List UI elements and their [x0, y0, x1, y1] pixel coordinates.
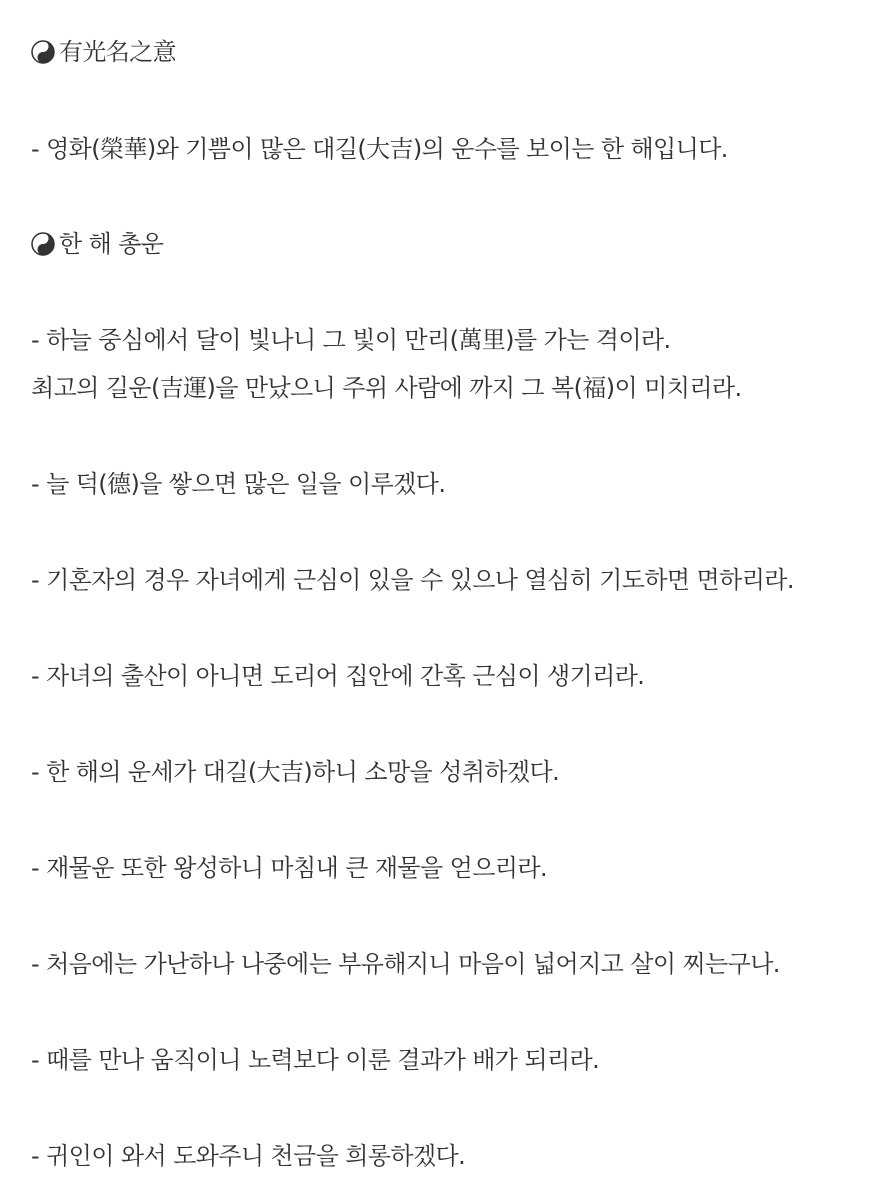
- paragraph-line: - 영화(榮華)와 기쁨이 많은 대길(大吉)의 운수를 보이는 한 해입니다.: [31, 135, 728, 163]
- section-heading-meaning: [31, 36, 176, 68]
- paragraph-line: - 기혼자의 경우 자녀에게 근심이 있을 수 있으나 열심히 기도하면 면하리라.: [31, 566, 794, 594]
- paragraph-line: - 처음에는 가난하나 나중에는 부유해지니 마음이 넓어지고 살이 찌는구나.: [31, 950, 780, 978]
- section-heading-text: 有光名之意: [59, 38, 176, 66]
- paragraph-line: - 때를 만나 움직이니 노력보다 이룬 결과가 배가 되리라.: [31, 1046, 600, 1074]
- section-heading-yearly-fortune: [31, 228, 163, 260]
- paragraph-line: - 재물운 또한 왕성하니 마침내 큰 재물을 얻으리라.: [31, 854, 547, 882]
- paragraph-line: - 늘 덕(德)을 쌓으면 많은 일을 이루겠다.: [31, 470, 446, 498]
- yin-yang-icon: [31, 40, 55, 64]
- paragraph-line: - 한 해의 운세가 대길(大吉)하니 소망을 성취하겠다.: [31, 758, 560, 786]
- paragraph-line: 최고의 길운(吉運)을 만났으니 주위 사람에 까지 그 복(福)이 미치리라.: [31, 374, 742, 402]
- yin-yang-icon: [31, 232, 55, 256]
- paragraph-line: - 자녀의 출산이 아니면 도리어 집안에 간혹 근심이 생기리라.: [31, 662, 645, 690]
- paragraph-line: - 하늘 중심에서 달이 빛나니 그 빛이 만리(萬里)를 가는 격이라.: [31, 326, 671, 354]
- paragraph-line: - 귀인이 와서 도와주니 천금을 희롱하겠다.: [31, 1142, 466, 1170]
- section-heading-text: 한 해 총운: [59, 230, 164, 258]
